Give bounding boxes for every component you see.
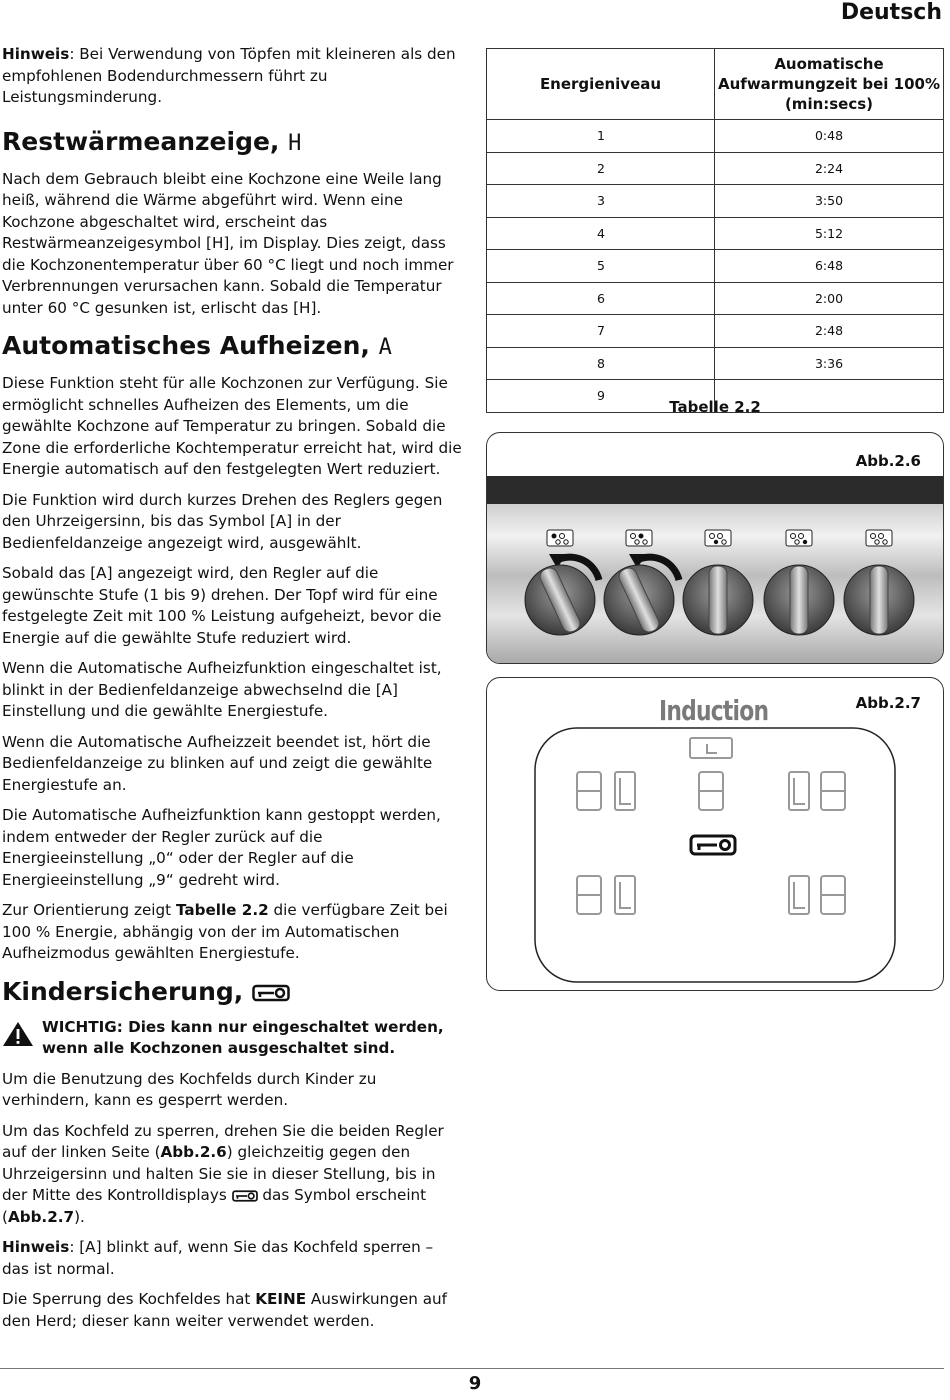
zone-icon	[786, 530, 812, 546]
zone-icon	[547, 530, 573, 546]
note-paragraph-2: Hinweis: [A] blinkt auf, wenn Sie das Kochfeld sperren – das ist normal.	[2, 1238, 434, 1278]
control-knob[interactable]	[525, 565, 595, 635]
section-title-auto-heat: Automatisches Aufheizen, A	[2, 331, 392, 360]
control-knob[interactable]	[604, 565, 674, 635]
auto-heat-paragraph-5: Wenn die Automatische Aufheizzeit beendet ist, hört die Bedienfeldanzeige zu blinken auf und zeigt die gewählte Energiestufe an.	[2, 732, 433, 794]
auto-heat-paragraph-1: Diese Funktion steht für alle Kochzonen zur Verfügung. Sie ermöglicht schnelles Aufheizen des Elements, um die gewählte Kochzone auf Temperatur zu bringen. Sobald die Zone die erforderliche Kochtemperatur erreicht hat, wird die Energie automatisch auf den festgelegten Wert reduziert.	[2, 374, 462, 478]
footer-rule	[0, 1368, 944, 1369]
section-title-child-lock: Kindersicherung,	[2, 977, 464, 1007]
warning-block	[2, 1017, 464, 1060]
auto-heat-paragraph-4: Wenn die Automatische Aufheizfunktion eingeschaltet ist, blinkt in der Bedienfeldanzeige abwechselnd die [A] Einstellung und die gewählte Energiestufe.	[2, 659, 442, 720]
control-knob[interactable]	[844, 565, 914, 635]
auto-heat-paragraph-7: Zur Orientierung zeigt Tabelle 2.2 die verfügbare Zeit bei 100 % Energie, abhängig von der im Automatischen Aufheizmodus gewählten Energiestufe.	[2, 901, 448, 962]
table-header-level: Energieniveau	[487, 49, 715, 120]
language-label: Deutsch	[840, 0, 942, 25]
table-header-row	[487, 49, 944, 120]
control-knob[interactable]	[764, 565, 834, 635]
table-caption: Tabelle 2.2	[669, 398, 761, 416]
figure-control-knobs	[486, 432, 944, 664]
heat-time-table	[486, 48, 944, 413]
figure-caption: Abb.2.6	[855, 452, 921, 470]
table-row: 9	[487, 380, 944, 413]
table-row: 5 6:48	[487, 250, 944, 283]
main-text-column	[2, 44, 464, 1341]
key-lock-icon	[252, 983, 290, 1003]
key-lock-icon	[232, 1189, 258, 1203]
figure-control-display	[486, 677, 944, 991]
zone-icon	[626, 530, 652, 546]
zone-icon	[866, 530, 892, 546]
auto-heat-paragraph-2: Die Funktion wird durch kurzes Drehen des Reglers gegen den Uhrzeigersinn, bis das Symbol [A] in der Bedienfeldanzeige angezeigt wird, ausgewählt.	[2, 490, 443, 552]
auto-heat-paragraph-3: Sobald das [A] angezeigt wird, den Regler auf die gewünschte Stufe (1 bis 9) drehen. Der Topf wird für eine festgelegte Zeit mit 100 % Leistung aufgeheizt, bevor die Energie auf die gewählte Stufe reduziert wird.	[2, 564, 442, 647]
panel-dark-band	[487, 476, 943, 504]
display-panel-illustration	[487, 678, 944, 991]
control-knob[interactable]	[683, 565, 753, 635]
knob-row-illustration	[487, 504, 944, 664]
section-title-residual-heat: Restwärmeanzeige, H	[2, 126, 302, 156]
table-header-time: Auomatische Aufwarmungzeit bei 100% (min:secs)	[715, 49, 944, 120]
page-number: 9	[468, 1373, 482, 1394]
table-row: 4 5:12	[487, 217, 944, 250]
child-lock-paragraph-3: Die Sperrung des Kochfeldes hat KEINE Auswirkungen auf den Herd; dieser kann weiter verwendet werden.	[2, 1290, 448, 1330]
table-row: 1 0:48	[487, 120, 944, 153]
auto-heat-paragraph-6: Die Automatische Aufheizfunktion kann gestoppt werden, indem entweder der Regler zurück auf die Energieeinstellung „0“ oder der Regler auf die Energieeinstellung „9“ gedreht wird.	[2, 806, 441, 889]
warning-triangle-icon	[2, 1021, 34, 1047]
residual-heat-paragraph: Nach dem Gebrauch bleibt eine Kochzone eine Weile lang heiß, während die Wärme abgeführt wird. Wenn eine Kochzone abgeschaltet wird, erscheint das Restwärmeanzeigesymbol [H], im Display. Dies zeigt, dass die Kochzonentemperatur über 60 °C liegt und noch immer Verbrennungen verursachen kann. Sobald die Temperatur unter 60 °C gesunken ist, erlischt das [H].	[2, 169, 454, 317]
brand-logo: Induction	[659, 694, 769, 727]
child-lock-paragraph-1: Um die Benutzung des Kochfelds durch Kinder zu verhindern, kann es gesperrt werden.	[2, 1069, 377, 1109]
table-row: 6 2:00	[487, 282, 944, 315]
table-row: 8 3:36	[487, 347, 944, 380]
figure-caption: Abb.2.7	[855, 694, 921, 712]
table-row: 2 2:24	[487, 152, 944, 185]
warning-text: WICHTIG: Dies kann nur eingeschaltet werden, wenn alle Kochzonen ausgeschaltet sind.	[42, 1017, 444, 1057]
note-paragraph: Hinweis: Bei Verwendung von Töpfen mit kleineren als den empfohlenen Bodendurchmessern führt zu Leistungsminderung.	[2, 45, 456, 106]
child-lock-paragraph-2: Um das Kochfeld zu sperren, drehen Sie die beiden Regler auf der linken Seite (Abb.2.6) gleichzeitig gegen den Uhrzeigersinn und halten Sie sie in dieser Stellung, bis in der Mitte des Kontrolldisplays das Symbol erscheint (Abb.2.7).	[2, 1121, 444, 1226]
zone-icon	[705, 530, 731, 546]
table-row: 3 3:50	[487, 185, 944, 218]
table-row: 7 2:48	[487, 315, 944, 348]
